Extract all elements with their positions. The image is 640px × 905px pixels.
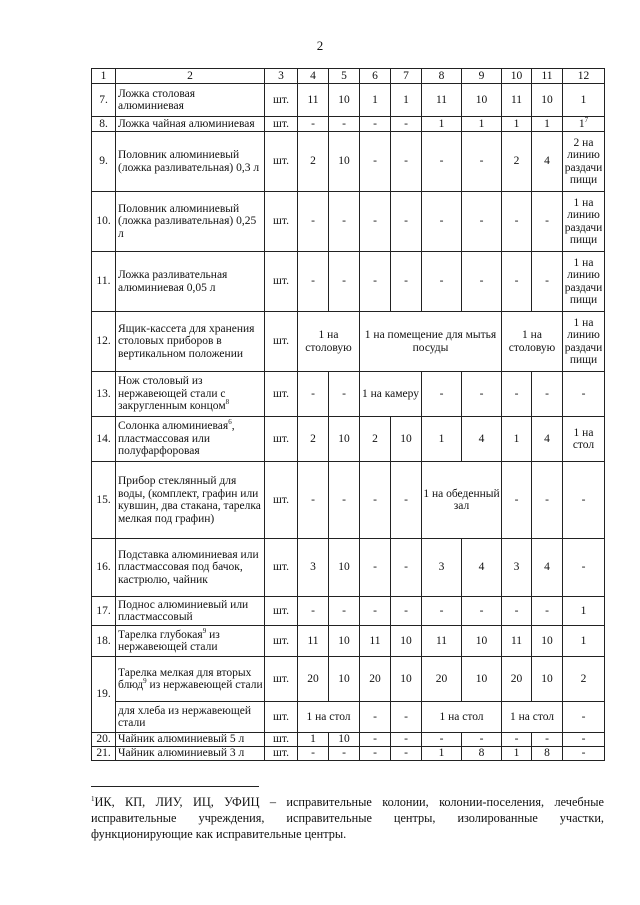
row-number: 21.: [92, 747, 116, 761]
item-name: [116, 417, 265, 462]
value-cell: -: [502, 252, 532, 312]
value-cell: 11: [298, 626, 329, 657]
value-cell: 10: [329, 626, 360, 657]
value-cell: 1: [422, 417, 462, 462]
merged-cell: 1 на стол: [298, 702, 360, 733]
value-cell: 1: [422, 117, 462, 132]
row-number: 18.: [92, 626, 116, 657]
value-cell: 8: [532, 747, 563, 761]
header-cell: 1: [92, 69, 116, 84]
table-row: [92, 192, 605, 252]
value-cell: -: [391, 132, 422, 192]
value-cell: -: [422, 252, 462, 312]
unit-cell: шт.: [265, 117, 298, 132]
header-cell: 2: [116, 69, 265, 84]
header-cell: 11: [532, 69, 563, 84]
value-cell: 1: [563, 84, 605, 117]
value-cell: 10: [329, 733, 360, 747]
value-cell: 10: [462, 84, 502, 117]
value-cell: 1: [532, 117, 563, 132]
unit-cell: шт.: [265, 702, 298, 733]
table-row: [92, 626, 605, 657]
table-row: [92, 372, 605, 417]
value-cell: -: [329, 747, 360, 761]
value-cell: -: [329, 252, 360, 312]
table-row: [92, 117, 605, 132]
norms-table: [91, 68, 605, 761]
value-cell: -: [391, 462, 422, 539]
item-name: [116, 372, 265, 417]
value-cell: -: [563, 702, 605, 733]
value-cell: -: [422, 372, 462, 417]
row-number: 15.: [92, 462, 116, 539]
row-number: 14.: [92, 417, 116, 462]
item-name: [116, 657, 265, 702]
value-cell: 1: [563, 626, 605, 657]
value-cell: 10: [532, 657, 563, 702]
item-name-text: из нержавеющей стали: [118, 628, 220, 653]
value-cell: -: [391, 597, 422, 626]
value-cell: -: [532, 597, 563, 626]
value-cell: -: [360, 539, 391, 597]
value-cell: -: [462, 192, 502, 252]
unit-cell: шт.: [265, 747, 298, 761]
unit-cell: шт.: [265, 132, 298, 192]
table-row: [92, 312, 605, 372]
value-cell: -: [298, 597, 329, 626]
unit-cell: шт.: [265, 733, 298, 747]
row-number: 19.: [92, 657, 116, 733]
value-cell: 4: [532, 132, 563, 192]
row-number: 13.: [92, 372, 116, 417]
value-cell: 1: [563, 597, 605, 626]
footnote-ref: 7: [584, 116, 589, 124]
table-row: [92, 84, 605, 117]
item-name: Ящик-кассета для хранения столовых приборов в вертикальном положении: [116, 312, 265, 372]
value-cell: -: [502, 733, 532, 747]
value-cell: 2: [298, 417, 329, 462]
value-cell: 4: [462, 539, 502, 597]
header-cell: 9: [462, 69, 502, 84]
header-cell: 7: [391, 69, 422, 84]
value-cell: -: [391, 192, 422, 252]
value-cell: 1 на линию раздачи пищи: [563, 252, 605, 312]
item-name: Прибор стеклянный для воды, (комплект, графин или кувшин, два стакана, тарелка мелкая под графин): [116, 462, 265, 539]
item-name: Подставка алюминиевая или пластмассовая под бачок, кастрюлю, чайник: [116, 539, 265, 597]
item-name: Ложка столовая алюминиевая: [116, 84, 265, 117]
footnote: [91, 794, 604, 842]
table-row: [92, 417, 605, 462]
header-cell: 4: [298, 69, 329, 84]
value-cell: -: [563, 539, 605, 597]
value-cell: -: [298, 117, 329, 132]
merged-cell: 1 на столовую: [502, 312, 563, 372]
merged-cell: 1 на стол: [422, 702, 502, 733]
value-cell: -: [329, 597, 360, 626]
unit-cell: шт.: [265, 252, 298, 312]
value-cell: -: [391, 252, 422, 312]
value-cell: -: [360, 117, 391, 132]
value-cell: -: [391, 117, 422, 132]
value-cell: 10: [532, 626, 563, 657]
value-cell: -: [298, 252, 329, 312]
table-row: [92, 702, 605, 733]
value-cell: 20: [502, 657, 532, 702]
table-row: [92, 539, 605, 597]
value-cell: -: [360, 733, 391, 747]
value-cell: -: [360, 192, 391, 252]
table-row: [92, 657, 605, 702]
value-cell: -: [502, 597, 532, 626]
footnote-text: ИК, КП, ЛИУ, ИЦ, УФИЦ – исправительные колонии, колонии-поселения, лечебные исправительные учреждения, исправительные центры, изолированные участки, функционирующие как исправительные центры.: [91, 795, 604, 841]
value-cell: 10: [462, 657, 502, 702]
table-row: [92, 733, 605, 747]
unit-cell: шт.: [265, 192, 298, 252]
page-number: 2: [316, 38, 324, 53]
value-cell: 2: [563, 657, 605, 702]
value-cell: 10: [329, 84, 360, 117]
value-cell: -: [422, 192, 462, 252]
value-cell: 20: [298, 657, 329, 702]
value-cell: 1: [502, 117, 532, 132]
header-cell: 6: [360, 69, 391, 84]
item-name: Ложка чайная алюминиевая: [116, 117, 265, 132]
value-cell: -: [462, 733, 502, 747]
value-cell: -: [360, 702, 391, 733]
value-cell: -: [532, 372, 563, 417]
value-cell: 2: [360, 417, 391, 462]
value-cell: -: [563, 462, 605, 539]
unit-cell: шт.: [265, 312, 298, 372]
value-cell: -: [298, 372, 329, 417]
value-cell: -: [360, 252, 391, 312]
table-row: [92, 597, 605, 626]
value-cell: -: [532, 192, 563, 252]
value-cell: 4: [462, 417, 502, 462]
row-number: 16.: [92, 539, 116, 597]
item-name-text: Нож столовый из нержавеющей стали с закругленным концом: [118, 375, 226, 413]
value-cell: -: [329, 372, 360, 417]
item-name: Чайник алюминиевый 5 л: [116, 733, 265, 747]
row-number: 8.: [92, 117, 116, 132]
item-name-text: Тарелка мелкая для вторых блюд: [118, 666, 252, 691]
value-cell: -: [422, 597, 462, 626]
value-cell: -: [563, 372, 605, 417]
value-cell: 11: [360, 626, 391, 657]
value-cell: 11: [422, 626, 462, 657]
value-cell: 10: [391, 417, 422, 462]
value-cell: 1: [391, 84, 422, 117]
value-cell: -: [502, 462, 532, 539]
header-cell: 10: [502, 69, 532, 84]
footnote-separator: [91, 786, 259, 787]
value-cell: 1 на линию раздачи пищи: [563, 312, 605, 372]
value-cell: -: [462, 252, 502, 312]
footnote-ref: 8: [225, 398, 230, 407]
value-cell: 1: [298, 733, 329, 747]
value-cell: -: [329, 192, 360, 252]
value-cell: 1 на стол: [563, 417, 605, 462]
value-cell: 3: [298, 539, 329, 597]
value-cell: 8: [462, 747, 502, 761]
table-row: [92, 252, 605, 312]
value-cell: -: [422, 733, 462, 747]
value-cell: 2 на линию раздачи пищи: [563, 132, 605, 192]
value-cell: 20: [422, 657, 462, 702]
value-cell: 1: [422, 747, 462, 761]
value-cell: 11: [502, 84, 532, 117]
unit-cell: шт.: [265, 462, 298, 539]
value-cell: -: [563, 747, 605, 761]
merged-cell: 1 на стол: [502, 702, 563, 733]
row-number: 7.: [92, 84, 116, 117]
table-row: [92, 462, 605, 539]
item-name-text: из нержавеющей стали: [146, 679, 263, 691]
unit-cell: шт.: [265, 417, 298, 462]
unit-cell: шт.: [265, 539, 298, 597]
value-cell: 2: [502, 132, 532, 192]
value-cell: -: [563, 733, 605, 747]
value-cell: 11: [298, 84, 329, 117]
value-cell: 4: [532, 539, 563, 597]
value-cell: 1: [360, 84, 391, 117]
value-cell: 1: [502, 417, 532, 462]
merged-cell: 1 на столовую: [298, 312, 360, 372]
value-cell: 11: [422, 84, 462, 117]
unit-cell: шт.: [265, 84, 298, 117]
value-cell: -: [360, 132, 391, 192]
item-name: Половник алюминиевый (ложка разливательная) 0,25 л: [116, 192, 265, 252]
value-cell: [563, 117, 605, 132]
value-cell: 11: [502, 626, 532, 657]
header-cell: 12: [563, 69, 605, 84]
item-name: Ложка разливательная алюминиевая 0,05 л: [116, 252, 265, 312]
value-cell: -: [391, 702, 422, 733]
row-number: 20.: [92, 733, 116, 747]
value-cell: -: [298, 462, 329, 539]
value-cell: -: [360, 462, 391, 539]
value-cell: -: [462, 597, 502, 626]
row-number: 12.: [92, 312, 116, 372]
value-cell: -: [502, 372, 532, 417]
value-cell: 10: [462, 626, 502, 657]
value-cell: 1: [462, 117, 502, 132]
value-cell: -: [462, 372, 502, 417]
row-number: 9.: [92, 132, 116, 192]
unit-cell: шт.: [265, 626, 298, 657]
value-cell: 20: [360, 657, 391, 702]
merged-cell: 1 на камеру: [360, 372, 422, 417]
value-cell: 3: [502, 539, 532, 597]
value-cell: -: [391, 539, 422, 597]
value-cell: 10: [391, 626, 422, 657]
header-row: [92, 69, 605, 84]
value-cell: -: [422, 132, 462, 192]
footnote-ref: 6: [228, 418, 232, 427]
value-cell: 4: [532, 417, 563, 462]
value-cell: -: [462, 132, 502, 192]
value-cell: 10: [329, 417, 360, 462]
value-cell: 10: [329, 657, 360, 702]
header-cell: 5: [329, 69, 360, 84]
item-name: Чайник алюминиевый 3 л: [116, 747, 265, 761]
unit-cell: шт.: [265, 657, 298, 702]
value-cell: 1: [502, 747, 532, 761]
value-cell: 1 на линию раздачи пищи: [563, 192, 605, 252]
unit-cell: шт.: [265, 372, 298, 417]
value-cell: 10: [391, 657, 422, 702]
row-number: 10.: [92, 192, 116, 252]
value-cell: 2: [298, 132, 329, 192]
row-number: 17.: [92, 597, 116, 626]
item-name: Поднос алюминиевый или пластмассовый: [116, 597, 265, 626]
footnote-ref: 9: [202, 626, 207, 635]
footnote-marker: 1: [91, 794, 95, 803]
value-cell: -: [502, 192, 532, 252]
value-cell: -: [298, 747, 329, 761]
value-cell: -: [532, 733, 563, 747]
item-name-text: Тарелка глубокая: [118, 628, 203, 641]
unit-cell: шт.: [265, 597, 298, 626]
value-cell: -: [532, 462, 563, 539]
value-cell: -: [360, 597, 391, 626]
value-cell: 10: [329, 132, 360, 192]
row-number: 11.: [92, 252, 116, 312]
value-cell: -: [391, 733, 422, 747]
merged-cell: 1 на помещение для мытья посуды: [360, 312, 502, 372]
value-cell: 3: [422, 539, 462, 597]
item-name-text: Солонка алюминиевая: [118, 420, 229, 433]
header-cell: 3: [265, 69, 298, 84]
footnote-ref: 9: [143, 677, 147, 686]
table-row: [92, 747, 605, 761]
header-cell: 8: [422, 69, 462, 84]
value-cell: 10: [329, 539, 360, 597]
item-name: [116, 626, 265, 657]
value-cell: 10: [532, 84, 563, 117]
value-text: 1: [578, 117, 585, 130]
item-name: Половник алюминиевый (ложка разливательная) 0,3 л: [116, 132, 265, 192]
merged-cell: 1 на обеденный зал: [422, 462, 502, 539]
value-cell: -: [360, 747, 391, 761]
item-name: для хлеба из нержавеющей стали: [116, 702, 265, 733]
item-name-text: , пластмассовая или полуфарфоровая: [118, 420, 235, 458]
value-cell: -: [329, 462, 360, 539]
value-cell: -: [391, 747, 422, 761]
value-cell: -: [532, 252, 563, 312]
table-row: [92, 132, 605, 192]
value-cell: -: [298, 192, 329, 252]
value-cell: -: [329, 117, 360, 132]
